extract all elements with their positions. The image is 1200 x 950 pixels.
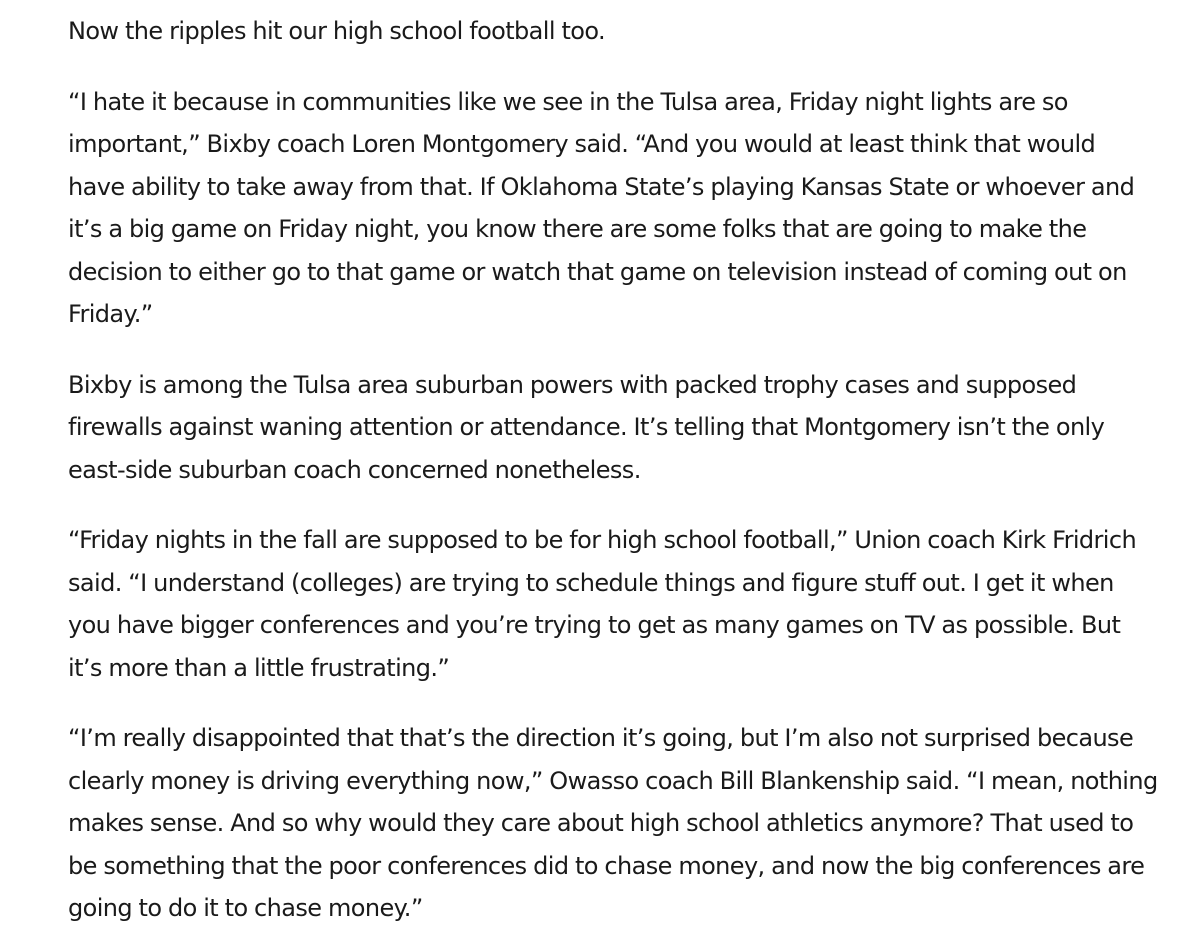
- paragraph-fridrich-quote: “Friday nights in the fall are supposed to be for high school football,” Union coach Kirk Fridrich said. “I understand (colleges) are trying to schedule things and figure stuff out. I get it when you have bigger conferences and you’re trying to get as many games on TV as possible. But it’s more than a little frustrating.”: [68, 526, 1137, 682]
- paragraph-bixby-context: Bixby is among the Tulsa area suburban powers with packed trophy cases and supposed firewalls against waning attention or attendance. It’s telling that Montgomery isn’t the only east-side suburban coach concerned nonetheless.: [68, 370, 1105, 484]
- paragraph-montgomery-quote: “I hate it because in communities like we see in the Tulsa area, Friday night lights are so important,” Bixby coach Loren Montgomery said. “And you would at least think that would have ability to take away from that. If Oklahoma State’s playing Kansas State or whoever and it’s a big game on Friday night, you know there are some folks that are going to make the decision to either go to that game or watch that game on television instead of coming out on Friday.”: [68, 87, 1135, 328]
- paragraph-blankenship-quote: “I’m really disappointed that that’s the direction it’s going, but I’m also not surprised because clearly money is driving everything now,” Owasso coach Bill Blankenship said. “I mean, nothing makes sense. And so why would they care about high school athletics anymore? That used to be something that the poor conferences did to chase money, and now the big conferences are going to do it to chase money.”: [68, 724, 1158, 922]
- paragraph-intro: Now the ripples hit our high school football too.: [68, 17, 606, 45]
